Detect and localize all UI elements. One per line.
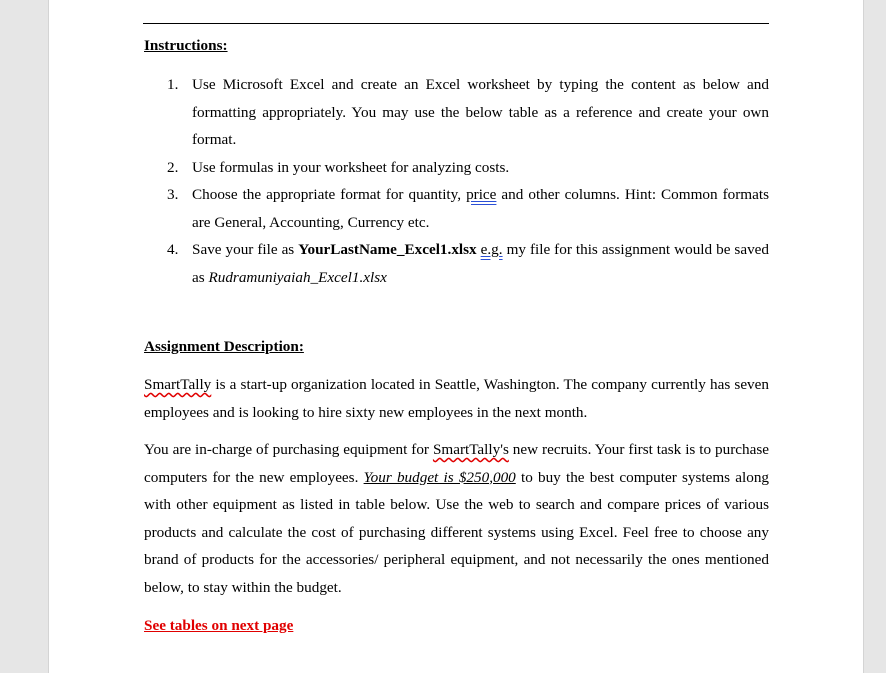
list-item-text-post: and other columns. Hint: Common formats are General, Accounting, Currency etc.: [192, 186, 769, 231]
instructions-heading: Instructions:: [144, 37, 228, 54]
list-number: 4.: [167, 241, 179, 258]
document-page: [48, 0, 864, 673]
list-number: 2.: [167, 158, 179, 176]
spellcheck-flag-brand[interactable]: SmartTally: [144, 376, 212, 393]
grammar-flag-eg[interactable]: e.g.: [480, 241, 503, 258]
header-rule: [143, 23, 769, 24]
instructions-list: [143, 71, 769, 291]
list-item: [143, 236, 769, 291]
list-item-text-mid: my file for this assignment would be saved as: [192, 241, 769, 286]
filename-format: YourLastName_Excel1.xlsx: [298, 241, 477, 258]
paragraph-text-pre: You are in-charge of purchasing equipment for: [144, 441, 433, 458]
paragraph-text-post: to buy the best computer systems along with other equipment as listed in table below. Use the web to search and compare prices of various products and calculate the cost of purchasing different systems using Excel. Feel free to choose any brand of products for the accessories/ peripheral equipment, and not necessarily the ones mentioned below, to stay within the budget.: [144, 468, 770, 596]
list-item-text: Use Microsoft Excel and create an Excel worksheet by typing the content as below and formatting appropriately. You may use the below table as a reference and create your own format.: [192, 76, 769, 148]
see-tables-link[interactable]: See tables on next page: [144, 617, 294, 634]
paragraph-text-mid: new recruits. Your first task is to purchase computers for the new employees.: [144, 441, 769, 486]
example-filename: Rudramuniyaiah_Excel1.xlsx: [208, 268, 387, 286]
list-number: 1.: [167, 76, 179, 93]
assignment-heading: Assignment Description:: [144, 338, 304, 355]
paragraph-text: is a start-up organization located in Seattle, Washington. The company currently has seven employees and is looking to hire sixty new employees in the next month.: [144, 376, 769, 421]
list-number: 3.: [167, 186, 179, 203]
list-item-text-pre: Choose the appropriate format for quantity,: [192, 186, 467, 203]
assignment-paragraph-1: [144, 371, 769, 426]
list-item-text-pre: Save your file as: [192, 241, 299, 258]
assignment-paragraph-2: [144, 436, 769, 601]
list-item: [143, 71, 769, 154]
list-item: [143, 181, 769, 236]
budget-text: Your budget is $250,000: [363, 468, 516, 486]
list-item: [143, 154, 769, 182]
list-item-text: Use formulas in your worksheet for analyzing costs.: [192, 158, 510, 176]
grammar-flag-price[interactable]: price: [466, 186, 497, 203]
spellcheck-flag-brand-possessive[interactable]: SmartTally's: [432, 441, 509, 458]
